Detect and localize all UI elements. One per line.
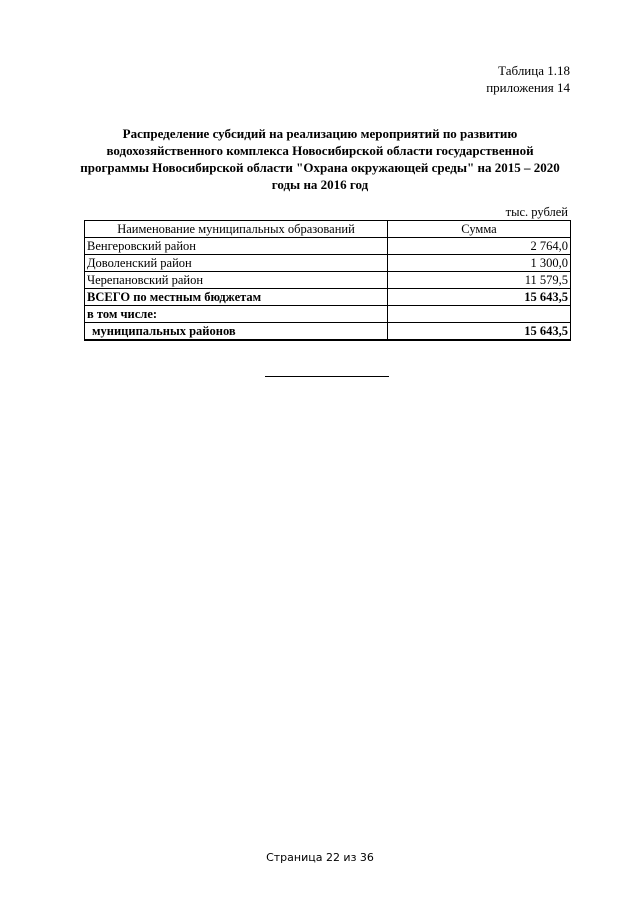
row-amount	[388, 306, 571, 323]
row-name: Венгеровский район	[85, 238, 388, 255]
column-header-name: Наименование муниципальных образований	[85, 221, 388, 238]
title-line-4: годы на 2016 год	[271, 177, 369, 192]
row-amount: 11 579,5	[388, 272, 571, 289]
table-number: Таблица 1.18	[498, 63, 570, 78]
title-line-2: водохозяйственного комплекса Новосибирской области государственной	[106, 143, 534, 158]
row-name: муниципальных районов	[85, 323, 388, 341]
table-row	[85, 238, 571, 255]
appendix-reference: приложения 14	[486, 80, 570, 95]
subtotal-row	[85, 323, 571, 341]
units-label: тыс. рублей	[505, 205, 568, 219]
total-row	[85, 289, 571, 306]
title-line-3: программы Новосибирской области "Охрана окружающей среды" на 2015 – 2020	[80, 160, 560, 175]
row-name: Черепановский район	[85, 272, 388, 289]
row-amount: 15 643,5	[388, 323, 571, 341]
table-row	[85, 272, 571, 289]
title-line-1: Распределение субсидий на реализацию мероприятий по развитию	[122, 126, 518, 141]
row-amount: 2 764,0	[388, 238, 571, 255]
row-name: Доволенский район	[85, 255, 388, 272]
separator-line	[265, 376, 389, 377]
table-header-row	[85, 221, 571, 238]
subsidy-table	[84, 220, 571, 341]
row-amount: 1 300,0	[388, 255, 571, 272]
subtotal-heading-row	[85, 306, 571, 323]
document-title	[70, 125, 570, 193]
row-amount: 15 643,5	[388, 289, 571, 306]
row-name: ВСЕГО по местным бюджетам	[85, 289, 388, 306]
table-row	[85, 255, 571, 272]
page-number: Страница 22 из 36	[266, 851, 374, 864]
column-header-amount: Сумма	[388, 221, 571, 238]
row-name: в том числе:	[85, 306, 388, 323]
